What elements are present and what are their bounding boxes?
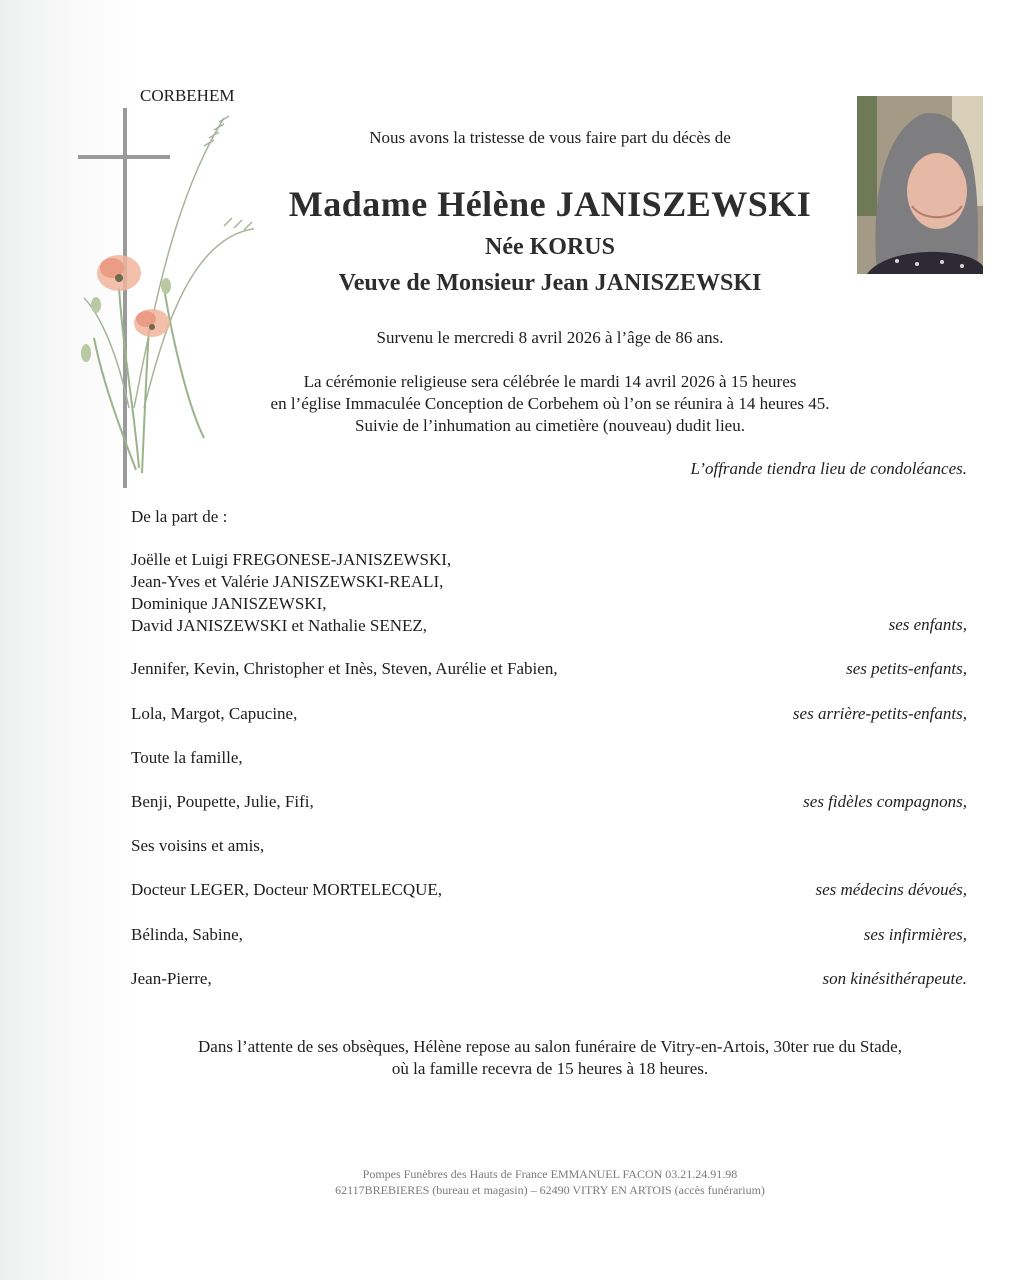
ceremony-line: Suivie de l’inhumation au cimetière (nouveau) dudit lieu.	[355, 416, 745, 435]
deceased-name: Madame Hélène JANISZEWSKI	[288, 184, 812, 224]
offering-note: L’offrande tiendra lieu de condoléances.	[690, 459, 967, 478]
repose-line: où la famille recevra de 15 heures à 18 heures.	[391, 1059, 709, 1078]
family-row	[131, 792, 967, 814]
ceremony-line: La cérémonie religieuse sera célébrée le mardi 14 avril 2026 à 15 heures	[303, 372, 797, 391]
family-names: Lola, Margot, Capucine,	[131, 704, 298, 723]
relation-label: ses infirmières,	[863, 925, 967, 944]
repose-line: Dans l’attente de ses obsèques, Hélène repose au salon funéraire de Vitry-en-Artois, 30ter rue du Stade,	[198, 1037, 902, 1056]
family-row	[131, 748, 967, 770]
announcement-intro: Nous avons la tristesse de vous faire part du décès de	[369, 128, 731, 147]
widow-of: Veuve de Monsieur Jean JANISZEWSKI	[338, 270, 762, 296]
funeral-home-footer	[200, 1166, 900, 1198]
town-name: CORBEHEM	[140, 86, 235, 105]
relation-label: ses médecins dévoués,	[815, 880, 967, 899]
death-date: Survenu le mercredi 8 avril 2026 à l’âge de 86 ans.	[376, 328, 724, 347]
relation-label: son kinésithérapeute.	[822, 969, 967, 988]
family-names: Bélinda, Sabine,	[131, 925, 243, 944]
family-names: Benji, Poupette, Julie, Fifi,	[131, 792, 314, 811]
family-row	[131, 704, 967, 726]
family-row	[131, 836, 967, 858]
child-entry: Dominique JANISZEWSKI,	[131, 594, 327, 613]
relation-label: ses petits-enfants,	[846, 659, 967, 678]
family-row	[131, 880, 967, 902]
child-entry: Joëlle et Luigi FREGONESE-JANISZEWSKI,	[131, 550, 452, 569]
footer-line: 62117BREBIERES (bureau et magasin) – 62490 VITRY EN ARTOIS (accès funérarium)	[335, 1183, 765, 1197]
family-names: Jennifer, Kevin, Christopher et Inès, Steven, Aurélie et Fabien,	[131, 659, 558, 678]
maiden-name: Née KORUS	[485, 234, 615, 260]
portrait-photo	[857, 96, 983, 274]
family-names: Ses voisins et amis,	[131, 836, 265, 855]
relation-label: ses arrière-petits-enfants,	[792, 704, 967, 723]
cross-icon	[78, 108, 170, 488]
family-names: Toute la famille,	[131, 748, 243, 767]
family-names: Docteur LEGER, Docteur MORTELECQUE,	[131, 880, 443, 899]
family-row	[131, 969, 967, 991]
family-names: Jean-Pierre,	[131, 969, 212, 988]
family-row	[131, 925, 967, 947]
ceremony-line: en l’église Immaculée Conception de Corbehem où l’on se réunira à 14 heures 45.	[270, 394, 830, 413]
relation-label: ses enfants,	[888, 615, 967, 634]
family-intro: De la part de :	[131, 507, 228, 526]
family-row	[131, 659, 967, 681]
footer-line: Pompes Funèbres des Hauts de France EMMANUEL FACON 03.21.24.91.98	[362, 1167, 738, 1181]
relation-label: ses fidèles compagnons,	[803, 792, 967, 811]
ceremony-info	[200, 371, 900, 437]
child-entry: Jean-Yves et Valérie JANISZEWSKI-REALI,	[131, 572, 444, 591]
child-entry: David JANISZEWSKI et Nathalie SENEZ,	[131, 616, 428, 635]
children-relation-row	[131, 615, 967, 637]
repose-info	[100, 1036, 1000, 1080]
